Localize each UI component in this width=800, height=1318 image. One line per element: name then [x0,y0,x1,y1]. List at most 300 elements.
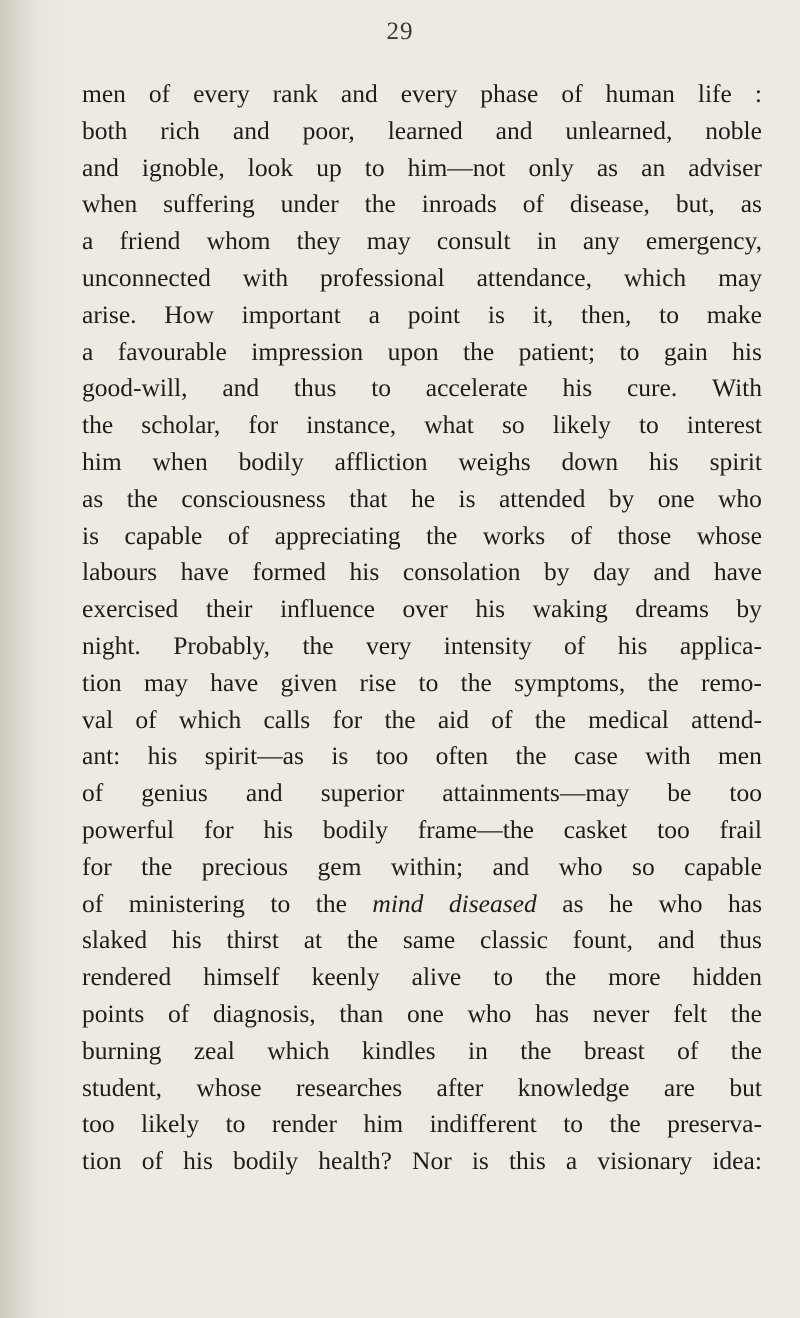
word: interest [686,410,762,440]
word: an [641,152,666,182]
word: diseased [448,888,537,918]
word: of [168,998,190,1028]
word: mind [372,888,424,918]
word: professional [320,262,445,292]
word: bodily [322,814,389,844]
word: the [534,704,566,734]
word: felt [673,998,708,1028]
word: whose [196,1072,262,1102]
word: same [402,925,456,955]
word: preserva- [667,1109,762,1139]
word: him—not [407,152,506,182]
word: whom [206,226,271,256]
word: make [706,299,762,329]
word: consolation [402,557,521,587]
word: medical [588,704,669,734]
word: a [368,299,380,329]
word: spirit [709,446,762,476]
word: friend [119,226,181,256]
word: and [657,925,695,955]
word: attend- [691,704,762,734]
word: the [315,888,347,918]
word: capable [124,520,203,550]
word: for [203,814,234,844]
word: dreams [635,594,709,624]
word: How [164,299,214,329]
word: points [82,998,145,1028]
word: then, [581,299,632,329]
word: to [364,152,385,182]
word: for [332,704,363,734]
word: zeal [193,1035,235,1065]
word: classic [480,925,548,955]
word: men [717,741,762,771]
word: both [82,115,128,145]
text-line [82,1033,762,1070]
text-line [82,1143,762,1180]
word: with [242,262,289,292]
word: thirst [226,925,279,955]
word: have [210,667,259,697]
word: spirit—as [204,741,304,771]
word: learned [387,115,463,145]
word: in [536,226,557,256]
word: to [418,667,439,697]
word: gain [663,336,708,366]
word: case [573,741,618,771]
word: that [349,483,388,513]
word: to [493,962,514,992]
word: this [508,1146,546,1176]
word: have [180,557,229,587]
word: down [561,446,619,476]
word: and [653,557,691,587]
word: consciousness [181,483,326,513]
text-line [82,1070,762,1107]
word: a [82,226,94,256]
word: which [623,262,687,292]
text-line [82,554,762,591]
word: too [375,741,409,771]
word: applica- [679,630,762,660]
word: they [296,226,341,256]
word: unlearned, [565,115,673,145]
word: rendered [82,962,172,992]
word: the [460,667,492,697]
word: alive [411,962,462,992]
word: in [468,1035,488,1065]
word: which [178,704,242,734]
word: when [152,446,208,476]
word: affliction [334,446,428,476]
word: who [558,851,603,881]
word: but [729,1072,762,1102]
word: by [608,483,635,513]
text-line [82,959,762,996]
word: waking [532,594,608,624]
word: Probably, [173,630,271,660]
text-line [82,223,762,260]
text-line [82,297,762,334]
word: the [730,998,762,1028]
word: frail [719,814,762,844]
word: by [544,557,570,587]
word: his [562,373,593,403]
word: : [754,79,762,108]
word: within; [390,851,464,881]
word: his [147,741,178,771]
word: the [545,962,577,992]
word: it, [532,299,554,329]
word: may [366,226,411,256]
word: health? [318,1146,392,1176]
word: his [648,446,679,476]
word: thus [293,373,337,403]
word: the [647,667,679,697]
word: calls [263,704,311,734]
word: aid [437,704,470,734]
word: him [82,446,122,476]
word: unconnected [82,262,211,292]
word: men [82,79,126,108]
text-line [82,334,762,371]
word: emergency, [645,226,762,256]
word: their [205,594,253,624]
word: but, [675,189,715,219]
word: accelerate [425,373,528,403]
word: to [270,888,291,918]
word: bodily [233,1146,299,1176]
word: and [222,373,260,403]
word: the [515,741,547,771]
word: of [561,79,583,108]
word: more [608,962,661,992]
word: often [435,741,489,771]
word: patient; [518,336,596,366]
word: as [82,483,104,513]
word: to [371,373,392,403]
word: ministering [128,888,245,918]
text-line [82,702,762,739]
word: bodily [238,446,304,476]
text-line [82,444,762,481]
word: up [316,152,342,182]
word: day [593,557,630,587]
word: With [712,373,762,403]
word: and [82,152,119,182]
word: disease, [569,189,650,219]
word: weighs [458,446,531,476]
word: slaked [82,925,148,955]
word: gem [317,851,362,881]
word: may [143,667,188,697]
word: too [82,1109,115,1139]
word: burning [82,1035,162,1065]
word: who [718,483,762,513]
word: the [126,483,158,513]
word: val [82,704,114,734]
word: given [280,667,338,697]
word: his [171,925,202,955]
text-line [82,370,762,407]
word: one [657,483,695,513]
word: the [730,1035,762,1065]
word: consult [436,226,511,256]
word: he [609,888,634,918]
word: of [491,704,513,734]
page-number: 29 [386,18,414,45]
word: powerful [82,814,175,844]
word: over [402,594,448,624]
word: the [141,851,173,881]
word: his [263,814,294,844]
word: formed [252,557,326,587]
word: so [632,851,655,881]
text-line [82,113,762,150]
word: and [232,115,270,145]
word: to [659,299,679,329]
word: breast [583,1035,645,1065]
word: is [82,520,100,550]
word: and [492,851,530,881]
word: visionary [597,1146,693,1176]
word: his [732,336,762,366]
word: his [475,594,506,624]
word: important [241,299,341,329]
word: thus [719,925,762,955]
word: what [424,410,474,440]
word: kindles [361,1035,436,1065]
word: scholar, [141,410,221,440]
word: as [562,888,584,918]
word: adviser [688,152,762,182]
word: human [605,79,675,108]
word: student, [82,1072,163,1102]
word: when [82,189,138,219]
word: than [339,998,384,1028]
text-line [82,812,762,849]
word: influence [280,594,375,624]
word: by [736,594,762,624]
word: at [303,925,323,955]
word: may [718,262,762,292]
word: good-will, [82,373,188,403]
word: every [193,79,250,108]
word: has [535,998,570,1028]
word: so [501,410,525,440]
word: arise. [82,299,137,329]
word: his [183,1146,213,1176]
word: a [82,336,94,366]
word: knowledge [517,1072,630,1102]
word: and [245,778,283,808]
text-line [82,591,762,628]
word: as [740,189,762,219]
word: have [713,557,762,587]
word: render [271,1109,337,1139]
word: labours [82,557,158,587]
word: which [267,1035,330,1065]
word: is [331,741,349,771]
word: of [135,704,157,734]
text-line [82,150,762,187]
word: of [677,1035,699,1065]
word: any [582,226,620,256]
word: never [592,998,650,1028]
word: are [663,1072,696,1102]
word: of [522,189,544,219]
word: poor, [302,115,355,145]
word: only [528,152,574,182]
word: too [729,778,762,808]
word: fount, [572,925,633,955]
word: for [82,851,112,881]
word: those [617,520,672,550]
word: whose [696,520,762,550]
word: his [349,557,380,587]
word: ignoble, [141,152,225,182]
text-line [82,186,762,223]
text-line [82,922,762,959]
word: for [248,410,279,440]
word: favourable [117,336,227,366]
word: has [728,888,762,918]
word: too [657,814,690,844]
word: is [458,483,476,513]
word: rich [160,115,200,145]
word: attended [498,483,586,513]
word: diagnosis, [212,998,316,1028]
word: a [565,1146,578,1176]
word: ant: [82,741,121,771]
word: the [520,1035,552,1065]
word: himself [203,962,280,992]
word: the [346,925,379,955]
word: the [609,1109,641,1139]
text-line [82,76,762,113]
word: remo- [700,667,762,697]
word: the [82,410,114,440]
word: the [302,630,334,660]
word: he [410,483,436,513]
word: one [406,998,444,1028]
word: the [426,520,458,550]
word: and [495,115,533,145]
word: exercised [82,594,179,624]
word: symptoms, [514,667,626,697]
word: casket [563,814,628,844]
word: to [619,336,640,366]
text-line [82,996,762,1033]
word: suffering [163,189,255,219]
word: of [141,1146,164,1176]
word: his [617,630,648,660]
word: life [697,79,732,108]
text-line [82,886,762,923]
word: idea: [712,1146,762,1176]
word: of [227,520,250,550]
word: of [570,520,592,550]
word: phase [480,79,539,108]
word: keenly [311,962,380,992]
text-line [82,738,762,775]
text-line [82,775,762,812]
word: hidden [692,962,762,992]
text-line [82,260,762,297]
word: of [82,778,104,808]
word: after [436,1072,484,1102]
word: upon [387,336,439,366]
body-text [82,76,762,1180]
word: be [667,778,692,808]
text-line [82,407,762,444]
word: point [407,299,461,329]
word: impression [251,336,364,366]
word: with [645,741,691,771]
word: who [467,998,512,1028]
word: him [363,1109,404,1139]
word: and [340,79,378,108]
word: frame—the [417,814,534,844]
word: likely [552,410,611,440]
word: of [148,79,171,108]
word: to [638,410,659,440]
word: tion [82,1146,122,1176]
word: to [563,1109,584,1139]
text-line [82,518,762,555]
word: the [364,189,396,219]
word: precious [201,851,289,881]
word: of [564,630,586,660]
word: indifferent [429,1109,537,1139]
word: rise [359,667,397,697]
word: attendance, [476,262,592,292]
word: superior [320,778,405,808]
word: the [384,704,416,734]
word: tion [82,667,122,697]
word: is [487,299,505,329]
word: attainments—may [442,778,630,808]
text-line [82,849,762,886]
word: look [247,152,294,182]
word: likely [141,1109,200,1139]
word: intensity [443,630,532,660]
word: inroads [421,189,497,219]
word: every [400,79,458,108]
word: cure. [626,373,678,403]
word: the [463,336,495,366]
text-line [82,1106,762,1143]
word: Nor [412,1146,452,1176]
text-line [82,665,762,702]
word: as [596,152,619,182]
word: to [225,1109,246,1139]
word: rank [272,79,318,108]
text-line [82,481,762,518]
word: genius [141,778,208,808]
word: works [482,520,546,550]
word: night. [82,630,141,660]
word: is [471,1146,489,1176]
word: researches [295,1072,403,1102]
word: who [658,888,703,918]
word: instance, [306,410,397,440]
word: capable [684,851,762,881]
word: of [82,888,104,918]
word: noble [705,115,762,145]
word: very [366,630,412,660]
text-line [82,628,762,665]
